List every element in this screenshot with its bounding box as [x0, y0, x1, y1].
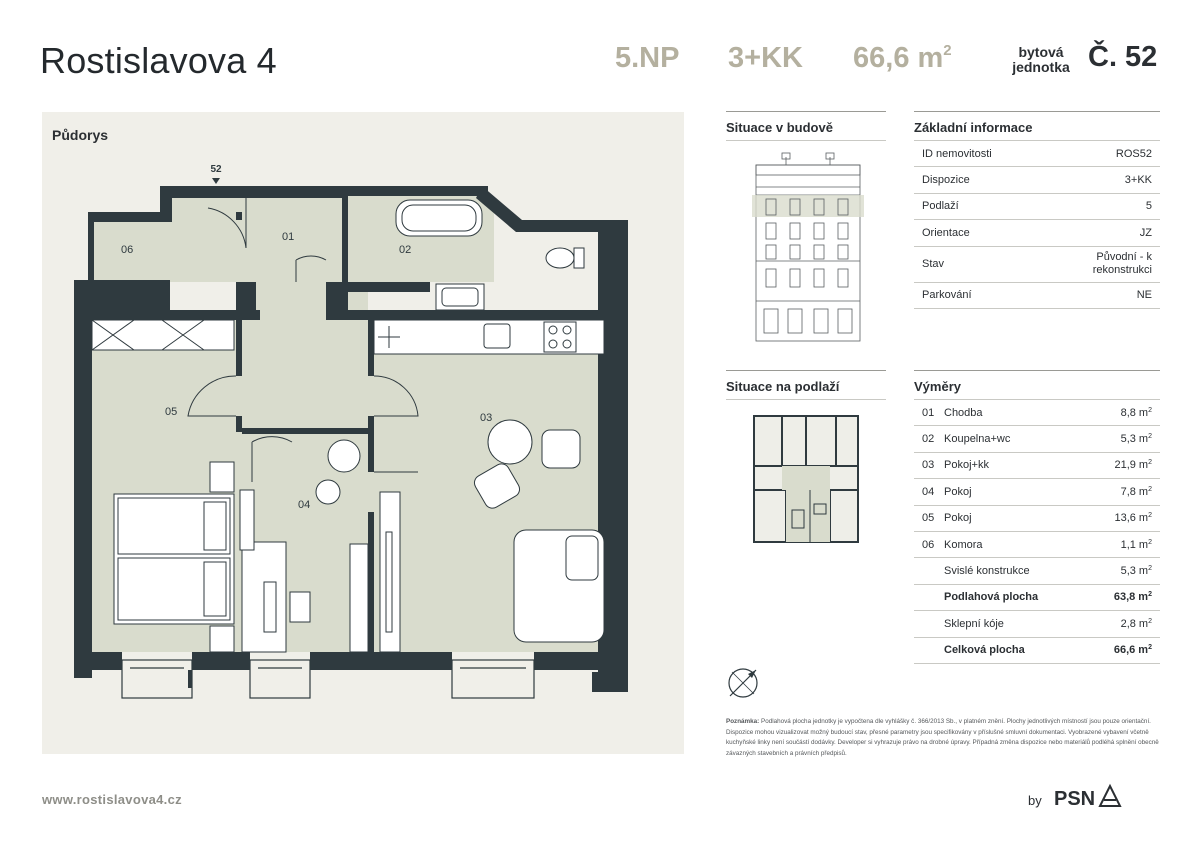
measurement-area-value: 21,9 m — [1114, 459, 1149, 472]
info-row-parking — [914, 283, 1160, 309]
unit-label: bytová jednotka — [1012, 44, 1070, 75]
floor-situation-heading: Situace na podlaží — [726, 370, 886, 400]
info-row-id — [914, 141, 1160, 167]
measurements-rows — [914, 400, 1160, 664]
measurement-label: Celková plocha — [944, 644, 1025, 657]
measurement-label: Pokoj+kk — [944, 459, 989, 472]
measurement-area — [1121, 407, 1152, 419]
info-value: Původní - k rekonstrukci — [1092, 251, 1152, 277]
building-situation — [726, 111, 886, 356]
measurement-row — [914, 532, 1160, 558]
basic-info-heading: Základní informace — [914, 111, 1160, 141]
measurement-area-unit: 2 — [1148, 512, 1152, 520]
info-row-disposition — [914, 167, 1160, 193]
footnote-text: Podlahová plocha jednotky je vypočtena dle vyhlášky č. 366/2013 Sb., v platném znění. Plochy jednotlivých místností jsou pouze orientační. Dispozice mohou vizualizovat možný budoucí stav, přesné parametry jsou specifikovány v příslušné smluvní dokumentaci. Vyobrazené vybavení včetně kuchyňské linky není součástí dodávky. Developer si vyhrazuje právo na drobné úpravy. Případná změna dispozice nebo materiálů podléhá splnění obecně závazných stavebních a právních předpisů. — [726, 718, 1159, 757]
footnote-lead: Poznámka: — [726, 718, 760, 725]
room-label-04: 04 — [298, 499, 311, 511]
entrance-arrow — [212, 178, 220, 184]
measurement-label: Chodba — [944, 406, 983, 419]
measurement-label: Sklepní kóje — [944, 617, 1004, 630]
project-title: Rostislavova 4 — [40, 40, 277, 81]
room-label-02: 02 — [399, 244, 412, 256]
north-compass-icon — [726, 666, 760, 700]
measurement-area — [1121, 565, 1152, 577]
measurement-row — [914, 638, 1160, 664]
info-row-condition — [914, 247, 1160, 283]
wardrobe — [92, 320, 234, 350]
room-label-05: 05 — [165, 406, 178, 418]
measurement-number: 03 — [922, 459, 935, 472]
measurement-number: 01 — [922, 406, 935, 419]
measurement-area-value: 63,8 m — [1113, 591, 1149, 604]
room-label-06: 06 — [121, 244, 134, 256]
info-row-orientation — [914, 220, 1160, 246]
footnote — [726, 717, 1162, 759]
measurement-area-value: 2,8 m — [1120, 617, 1149, 630]
info-label: ID nemovitosti — [922, 147, 992, 160]
measurement-area — [1121, 618, 1152, 630]
measurements-heading: Výměry — [914, 370, 1160, 400]
measurement-area — [1121, 539, 1152, 551]
measurement-label: Pokoj — [944, 512, 972, 525]
info-value: 5 — [1145, 200, 1152, 213]
measurement-area — [1114, 512, 1152, 524]
info-label: Parkování — [922, 289, 972, 302]
measurement-area-unit: 2 — [1148, 485, 1152, 493]
measurement-area-unit: 2 — [1148, 538, 1152, 546]
measurement-area-unit: 2 — [1148, 565, 1152, 573]
info-value: JZ — [1139, 226, 1152, 239]
measurement-area — [1121, 433, 1152, 445]
measurement-area — [1114, 459, 1152, 471]
floor-situation — [726, 370, 886, 555]
measurement-row — [914, 611, 1160, 637]
area-value: 66,6 m — [853, 42, 944, 74]
measurement-area-unit: 2 — [1148, 406, 1152, 414]
layout-label: 3+KK — [728, 42, 803, 74]
measurement-area-unit: 2 — [1148, 459, 1152, 467]
measurement-row — [914, 400, 1160, 426]
measurement-number: 05 — [922, 512, 935, 525]
by-label: by — [1028, 793, 1042, 808]
measurements — [914, 370, 1160, 664]
measurement-area-unit: 2 — [1148, 617, 1152, 625]
info-label: Stav — [922, 258, 945, 271]
measurement-area — [1114, 644, 1152, 656]
measurement-row — [914, 479, 1160, 505]
measurement-area-value: 5,3 m — [1120, 565, 1149, 578]
info-label: Dispozice — [922, 174, 970, 187]
measurement-area-unit: 2 — [1148, 644, 1152, 652]
measurement-area-value: 66,6 m — [1113, 644, 1149, 657]
measurement-number: 02 — [922, 433, 935, 446]
measurement-area-unit: 2 — [1148, 433, 1152, 441]
measurement-row — [914, 585, 1160, 611]
floor-label: 5.NP — [615, 42, 680, 74]
basic-info — [914, 111, 1160, 309]
room-label-01: 01 — [282, 231, 295, 243]
floor-plan — [42, 112, 684, 754]
area-unit-sup: 2 — [943, 42, 952, 59]
room-label-03: 03 — [480, 412, 493, 424]
website-link[interactable]: www.rostislavova4.cz — [42, 792, 182, 807]
measurement-area-value: 1,1 m — [1120, 538, 1149, 551]
measurement-label: Svislé konstrukce — [944, 565, 1030, 578]
measurement-row — [914, 506, 1160, 532]
plan-label: Půdorys — [52, 127, 109, 143]
measurement-label: Koupelna+wc — [944, 433, 1011, 446]
measurement-area — [1121, 486, 1152, 498]
info-row-floor — [914, 194, 1160, 220]
measurement-area — [1114, 591, 1152, 603]
unit-number: Č. 52 — [1088, 41, 1158, 73]
measurement-area-value: 7,8 m — [1120, 485, 1149, 498]
measurement-area-value: 5,3 m — [1120, 433, 1149, 446]
measurement-label: Podlahová plocha — [944, 591, 1039, 604]
info-value: 3+KK — [1124, 174, 1152, 187]
building-situation-heading: Situace v budově — [726, 111, 886, 141]
info-label: Podlaží — [922, 200, 959, 213]
measurement-area-value: 8,8 m — [1120, 406, 1149, 419]
kitchen-counter — [374, 320, 604, 354]
measurement-row — [914, 453, 1160, 479]
entrance-number: 52 — [210, 164, 222, 175]
measurement-row — [914, 426, 1160, 452]
measurement-label: Komora — [944, 538, 983, 551]
measurement-number: 04 — [922, 485, 935, 498]
info-value: NE — [1136, 289, 1152, 302]
measurement-area-value: 13,6 m — [1114, 512, 1149, 525]
floor-plan-panel — [42, 112, 684, 754]
info-value: ROS52 — [1115, 147, 1152, 160]
building-facade-diagram — [726, 141, 886, 351]
measurement-row — [914, 558, 1160, 584]
area-label — [853, 42, 952, 75]
psn-logo — [1052, 780, 1126, 810]
measurement-area-unit: 2 — [1148, 591, 1152, 599]
measurement-label: Pokoj — [944, 485, 972, 498]
info-label: Orientace — [922, 226, 970, 239]
psn-logo-text: PSN — [1054, 788, 1096, 810]
floor-situation-diagram — [726, 400, 886, 550]
measurement-number: 06 — [922, 538, 935, 551]
